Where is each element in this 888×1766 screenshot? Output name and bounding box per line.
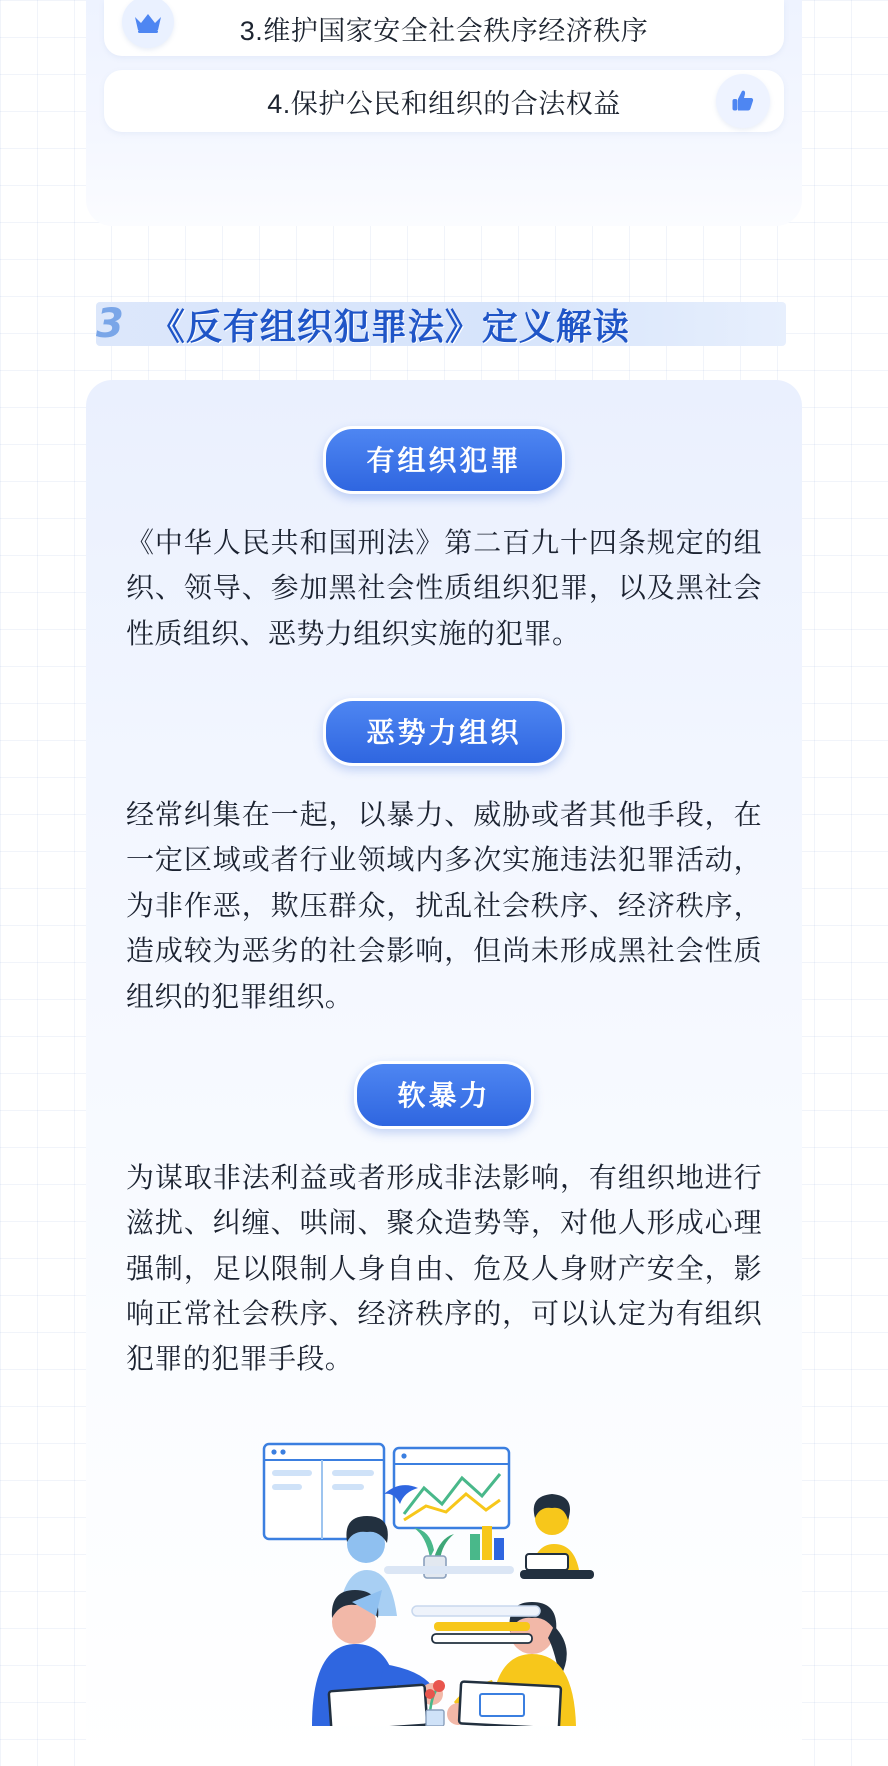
list-item: [104, 0, 784, 56]
list-item-text: 4.保护公民和组织的合法权益: [267, 88, 621, 119]
definition-text: 《中华人民共和国刑法》第二百九十四条规定的组织、领导、参加黑社会性质组织犯罪，以及黑社会性质组织、恶势力组织实施的犯罪。: [126, 527, 762, 649]
definition-text: 经常纠集在一起，以暴力、威胁或者其他手段，在一定区域或者行业领域内多次实施违法犯罪活动，为非作恶，欺压群众，扰乱社会秩序、经济秩序，造成较为恶劣的社会影响，但尚未形成黑社会性质组织的犯罪组织。: [126, 799, 762, 1012]
definition-term-badge: 有组织犯罪: [323, 426, 564, 494]
crown-icon: [122, 0, 174, 48]
definition-term-row: [86, 1061, 802, 1129]
definition-term-badge: 软暴力: [354, 1061, 533, 1129]
definition-term-row: [86, 698, 802, 766]
list-item-text: 3.维护国家安全社会秩序经济秩序: [239, 15, 649, 46]
definition-text: 为谋取非法利益或者形成非法影响，有组织地进行滋扰、纠缠、哄闹、聚众造势等，对他人形成心理强制，足以限制人身自由、危及人身财产安全，影响正常社会秩序、经济秩序的，可以认定为有组织犯罪的犯罪手段。: [126, 1161, 762, 1375]
section-number: 3: [96, 301, 123, 347]
definition-term-badge: 恶势力组织: [323, 698, 564, 766]
section-heading: [0, 294, 888, 354]
office-teamwork-illustration: [86, 1408, 802, 1766]
previous-section-card: [86, 0, 802, 226]
thumbs-up-icon: [716, 74, 770, 128]
page-title: 《反有组织犯罪法》定义解读: [148, 305, 630, 347]
definitions-card: [86, 380, 802, 1766]
list-item: [104, 70, 784, 132]
definition-term-row: [86, 426, 802, 494]
